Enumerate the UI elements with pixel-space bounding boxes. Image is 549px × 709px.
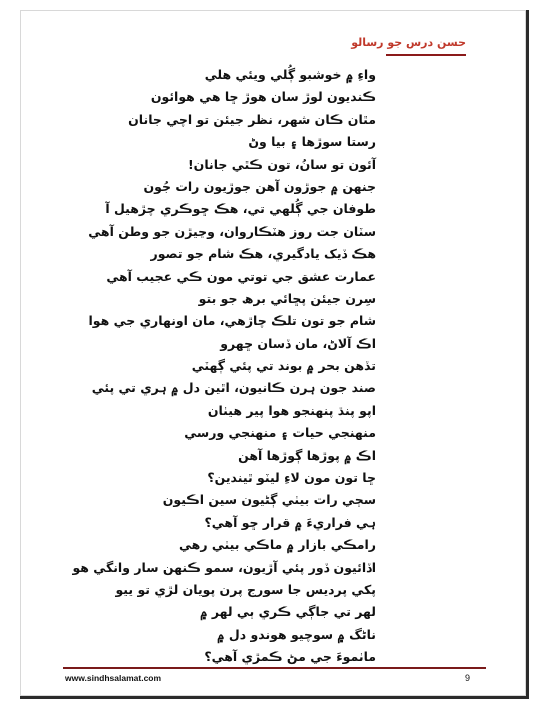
- poem-line: ناڻگ ۾ سوچيو ھوندو دل ۾: [217, 626, 376, 642]
- poem-line: ڇا تون مون لاءِ ليٽو ٿيندين؟: [207, 470, 376, 486]
- page-header-title: حسن درس جو رسالو: [351, 36, 466, 49]
- poem-line: سڄي رات بيٺي ڳڻيون سين اڪيون: [162, 492, 376, 508]
- footer-divider: [63, 667, 486, 669]
- header-underline: [386, 54, 466, 56]
- poem-line: آئون تو سانُ، تون ڪٿي جانان!: [187, 156, 376, 172]
- poem-body: [56, 64, 376, 669]
- footer-website-link[interactable]: www.sindhsalamat.com: [65, 673, 162, 683]
- poem-line: سِرن جيئن پڇائي برھ جو بتو: [198, 290, 376, 306]
- poem-line: تڏهن بحر ۾ بوند تي پئي ڳھٽي: [191, 358, 376, 374]
- poem-line: واءِ ۾ خوشبو ڳُلي ويئي ھلي: [204, 67, 376, 82]
- document-page: [20, 10, 529, 699]
- poem-line: پکي پرديس جا سورج پرن پويان لڙي تو ييو: [115, 581, 376, 597]
- poem-line: ھڪ ڏيک يادگيري، ھڪ شام جو تصور: [150, 246, 376, 262]
- poem-line: جنھن ۾ جوڙون آهن جوڙيون رات جُون: [143, 178, 376, 194]
- poem-line: رامڪي بازار ۾ ماڪي بيٺي رهي: [179, 537, 376, 553]
- poem-line: اڏائيون ڏور پئي آڙيون، سمو ڪنھن سار وانگي هو: [72, 559, 376, 575]
- poem-line: شام جو تون تلڪ چاڙهي، مان اونھاري جي ھوا: [88, 313, 376, 329]
- poem-line: رستا سوڙھا ۽ بيا وڻ: [248, 134, 376, 150]
- poem-line: اپو پنڌ پنھنجو ھوا پير ھيٺان: [207, 402, 376, 418]
- poem-line: منھنجي حيات ۽ منھنجي ورسي: [184, 425, 376, 441]
- poem-line: ڪنديون لوڙ سان هوڙ ڇا هي هوائون: [150, 89, 376, 105]
- poem-line: مٿان ڪان شھر، نظر جيئن تو اچي جانان: [128, 111, 376, 127]
- page-number: 9: [465, 673, 471, 683]
- poem-line: ہي فراريءَ ۾ قرار ڇو آهي؟: [204, 514, 376, 530]
- poem-line: اڪ آلاڻ، مان ڏسان ڇھرو: [220, 335, 376, 351]
- poem-line: ماٺموءَ جي مڻ ڪمڙي آهي؟: [204, 649, 376, 665]
- poem-line: صند جون ہرن ڪانيون، اٿين دل ۾ ہري تي پئي: [91, 380, 376, 396]
- poem-line: طوفان جي ڳُلھي تي، ھڪ ڇوڪري چڙھيل آ: [105, 201, 376, 217]
- poem-line: لھر تي جاڳي ڪري ٻي لھر ۾: [200, 604, 376, 620]
- poem-line: عمارت عشق جي توتي مون ڪي عجيب آهي: [106, 268, 376, 284]
- poem-line: اڪ ۾ پوڙها ڳوڙها آهن: [238, 447, 376, 463]
- poem-line: سٽان جت روز ھٽڪاروان، وڃيڙن جو وطن آهي: [88, 223, 376, 239]
